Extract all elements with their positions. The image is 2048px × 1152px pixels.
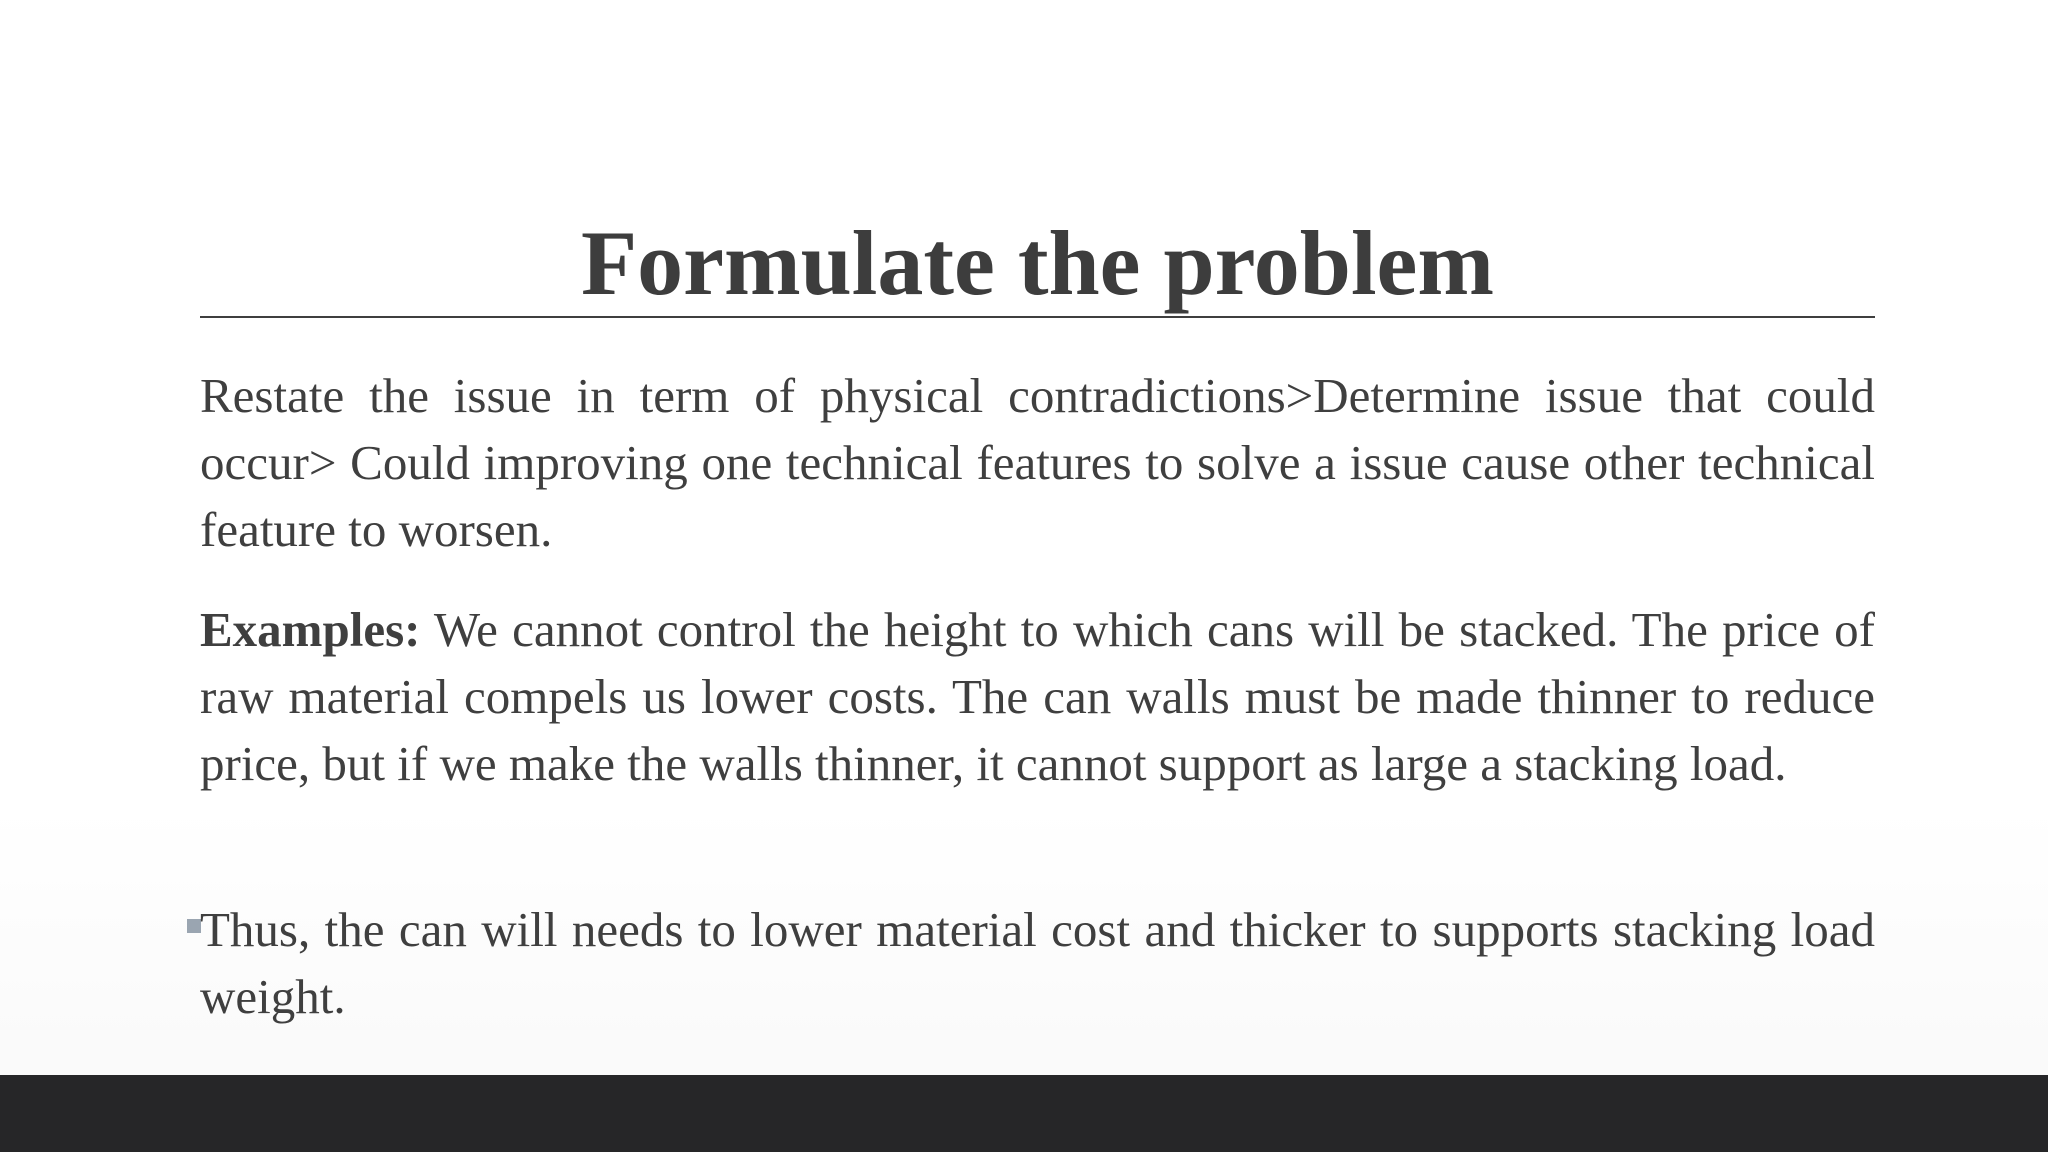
examples-text: We cannot control the height to which cans will be stacked. The price of raw material compels us lower costs. The can walls must be made thinner to reduce price, but if we make the walls thinner, it cannot support as large a stacking load. bbox=[200, 602, 1875, 791]
title-underline bbox=[200, 316, 1875, 318]
square-bullet-icon bbox=[187, 919, 201, 933]
slide-title: Formulate the problem bbox=[580, 212, 1495, 314]
paragraph-examples bbox=[200, 596, 1875, 797]
paragraph-contradictions: Restate the issue in term of physical contradictions>Determine issue that could occur> Could improving one technical features to solve a issue cause other technical feature to worsen. bbox=[200, 368, 1875, 557]
examples-label: Examples: bbox=[200, 602, 421, 657]
bullet-conclusion: Thus, the can will needs to lower material cost and thicker to supports stacking load weight. bbox=[200, 902, 1875, 1024]
footer-bar bbox=[0, 1075, 2048, 1152]
